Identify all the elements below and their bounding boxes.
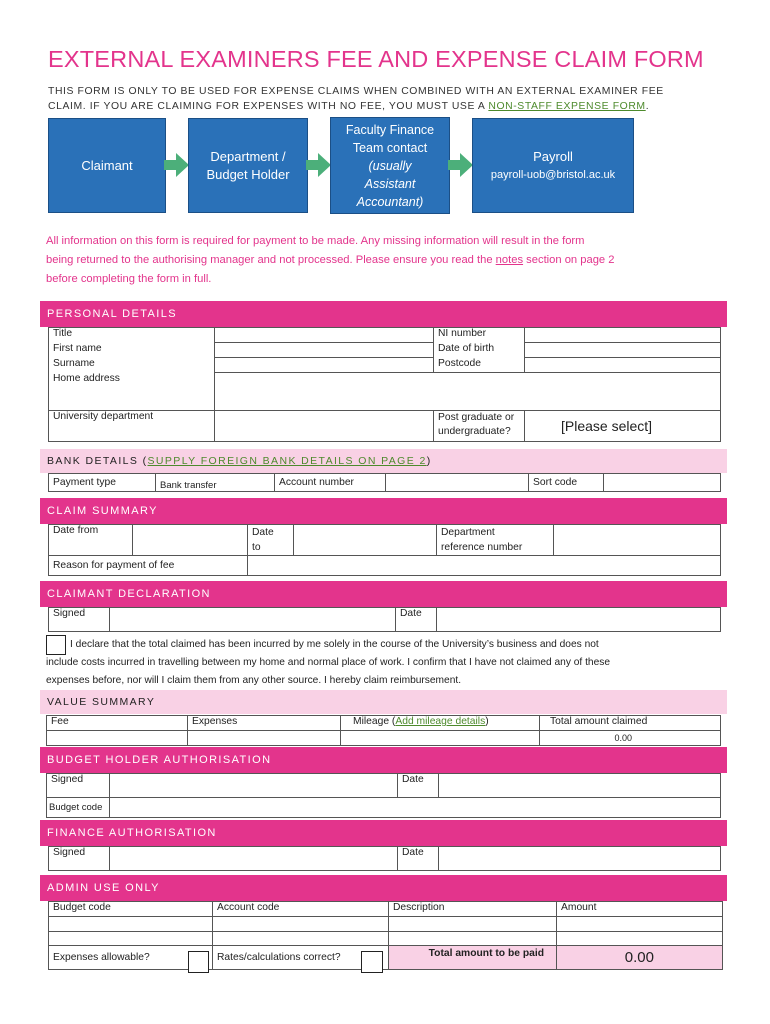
pg-ug-label [434, 411, 525, 442]
date-of-birth-label: Date of birth [434, 343, 525, 358]
declaration-signed-input[interactable] [110, 608, 396, 632]
reason-label: Reason for payment of fee [49, 556, 248, 576]
title-label: Title [49, 328, 215, 343]
admin-amount-input[interactable] [557, 917, 723, 932]
dept-ref-label-2: reference number [441, 542, 523, 553]
bank-details-table [48, 473, 721, 492]
add-mileage-details-link[interactable]: Add mileage details [395, 716, 486, 727]
personal-details-table [48, 327, 721, 442]
claim-summary-table [48, 524, 721, 576]
value-summary-table [46, 715, 721, 746]
mileage-label [341, 716, 540, 731]
postcode-input[interactable] [525, 358, 721, 373]
budget-signed-label: Signed [47, 774, 110, 798]
budget-signed-input[interactable] [110, 774, 398, 798]
admin-description-input-2[interactable] [389, 932, 557, 946]
finance-authorisation-header: FINANCE AUTHORISATION [40, 820, 727, 846]
university-department-input[interactable] [215, 411, 434, 442]
mileage-label-end: ) [485, 716, 489, 727]
budget-code-label: Budget code [47, 798, 110, 818]
foreign-bank-details-link[interactable]: SUPPLY FOREIGN BANK DETAILS ON PAGE 2 [147, 455, 427, 467]
budget-holder-header: BUDGET HOLDER AUTHORISATION [40, 747, 727, 773]
flow-finance-line-3: (usually [368, 158, 412, 173]
ni-number-label: NI number [434, 328, 525, 343]
surname-input[interactable] [215, 358, 434, 373]
mileage-input[interactable] [341, 731, 540, 746]
payroll-email: payroll-uob@bristol.ac.uk [490, 168, 616, 181]
bank-header-end: ) [426, 455, 432, 467]
finance-signed-label: Signed [49, 847, 110, 871]
notes-link[interactable]: notes [495, 254, 524, 266]
notice-line-4: before completing the form in full. [46, 273, 212, 285]
date-from-label: Date from [49, 525, 133, 556]
first-name-input[interactable] [215, 343, 434, 358]
notice-line-1: All information on this form is required for payment to be made. Any missing information will result in the form [46, 235, 585, 247]
flow-claimant [48, 118, 166, 213]
bank-details-header [40, 449, 727, 473]
flow-finance-line-2: Team contact [352, 140, 428, 155]
budget-holder-table [46, 773, 721, 818]
admin-account-code-input[interactable] [213, 917, 389, 932]
sort-code-label: Sort code [529, 474, 604, 492]
declaration-date-input[interactable] [437, 608, 721, 632]
fee-input[interactable] [47, 731, 188, 746]
date-to-label-2: to [252, 542, 261, 553]
budget-code-input[interactable] [110, 798, 721, 818]
home-address-label: Home address [49, 373, 215, 411]
date-to-label-1: Date [252, 527, 274, 538]
first-name-label: First name [49, 343, 215, 358]
admin-account-code-input-2[interactable] [213, 932, 389, 946]
admin-use-header: ADMIN USE ONLY [40, 875, 727, 901]
postcode-label: Postcode [434, 358, 525, 373]
expenses-input[interactable] [188, 731, 341, 746]
bank-header-text: BANK DETAILS ( [47, 455, 148, 467]
admin-description-label: Description [389, 902, 557, 917]
admin-budget-code-input-2[interactable] [49, 932, 213, 946]
title-input[interactable] [215, 328, 434, 343]
department-reference-input[interactable] [554, 525, 721, 556]
declaration-line-1: I declare that the total claimed has been incurred by me solely in the course of the University’s business and does not [70, 639, 599, 650]
rates-correct-label: Rates/calculations correct? [213, 946, 389, 970]
payment-type-select[interactable]: Bank transfer [156, 474, 275, 492]
form-title: EXTERNAL EXAMINERS FEE AND EXPENSE CLAIM FORM [48, 46, 704, 72]
total-claimed-value: 0.00 [540, 731, 721, 746]
finance-date-input[interactable] [439, 847, 721, 871]
total-claimed-label: Total amount claimed [540, 716, 721, 731]
rates-correct-checkbox[interactable] [361, 951, 383, 973]
flow-payroll-label: Payroll [533, 148, 573, 164]
expenses-allowable-label: Expenses allowable? [49, 946, 213, 970]
notice-line-2: being returned to the authorising manager and not processed. Please ensure you read the [46, 254, 493, 266]
finance-signed-input[interactable] [110, 847, 398, 871]
flow-finance [330, 117, 450, 214]
admin-use-table [48, 901, 723, 970]
expenses-allowable-checkbox[interactable] [188, 951, 209, 973]
home-address-input[interactable] [215, 373, 721, 411]
flow-department [188, 118, 308, 213]
sort-code-input[interactable] [604, 474, 721, 492]
flow-dept-line-1: Department / [210, 148, 286, 164]
declaration-sign-table [48, 607, 721, 632]
university-department-label: University department [49, 411, 215, 442]
admin-budget-code-label: Budget code [49, 902, 213, 917]
claim-summary-header: CLAIM SUMMARY [40, 498, 727, 524]
flow-finance-line-5: Accountant) [356, 194, 424, 209]
declaration-line-2: include costs incurred in travelling between my home and normal place of work. I confirm that I have not claimed any of these [46, 657, 610, 668]
total-to-pay-value: 0.00 [557, 946, 723, 970]
flow-finance-line-1: Faculty Finance [345, 122, 435, 137]
date-from-input[interactable] [133, 525, 248, 556]
date-to-label [248, 525, 294, 556]
fee-label: Fee [47, 716, 188, 731]
intro-line-1: THIS FORM IS ONLY TO BE USED FOR EXPENSE CLAIMS WHEN COMBINED WITH AN EXTERNAL EXAMINER FEE [48, 86, 664, 97]
total-to-pay-label: Total amount to be paid [389, 946, 557, 970]
dept-ref-label-1: Department [441, 527, 495, 538]
admin-amount-label: Amount [557, 902, 723, 917]
mileage-label-text: Mileage ( [353, 716, 396, 727]
value-summary-header: VALUE SUMMARY [40, 690, 727, 714]
pg-ug-label-1: Post graduate or [438, 412, 515, 423]
budget-date-input[interactable] [439, 774, 721, 798]
date-to-input[interactable] [294, 525, 437, 556]
payment-type-label: Payment type [49, 474, 156, 492]
flow-dept-line-2: Budget Holder [206, 166, 290, 182]
ni-number-input[interactable] [525, 328, 721, 343]
personal-details-header: PERSONAL DETAILS [40, 301, 727, 327]
non-staff-expense-form-link[interactable]: NON-STAFF EXPENSE FORM [488, 101, 646, 112]
date-of-birth-input[interactable] [525, 343, 721, 358]
admin-account-code-label: Account code [213, 902, 389, 917]
intro-line-2: CLAIM. IF YOU ARE CLAIMING FOR EXPENSES WITH NO FEE, YOU MUST USE A [48, 101, 485, 112]
flow-arrow-icon [306, 152, 332, 178]
admin-amount-input-2[interactable] [557, 932, 723, 946]
reason-input[interactable] [248, 556, 721, 576]
flow-arrow-icon [164, 152, 190, 178]
flow-arrow-icon [448, 152, 474, 178]
admin-description-input[interactable] [389, 917, 557, 932]
required-info-notice [46, 232, 726, 289]
form-intro [48, 84, 738, 114]
flow-payroll [472, 118, 634, 213]
notice-line-3: section on page 2 [526, 254, 615, 266]
finance-authorisation-table [48, 846, 721, 871]
surname-label: Surname [49, 358, 215, 373]
declaration-signed-label: Signed [49, 608, 110, 632]
pg-ug-label-2: undergraduate? [438, 426, 511, 437]
pg-ug-select[interactable]: [Please select] [525, 411, 721, 442]
expenses-label: Expenses [188, 716, 341, 731]
declaration-line-3: expenses before, nor will I claim them from any other source. I hereby claim reimbursement. [46, 675, 462, 686]
finance-date-label: Date [398, 847, 439, 871]
claimant-declaration-header: CLAIMANT DECLARATION [40, 581, 727, 607]
admin-budget-code-input[interactable] [49, 917, 213, 932]
declaration-date-label: Date [396, 608, 437, 632]
intro-end: . [645, 101, 650, 112]
account-number-input[interactable] [386, 474, 529, 492]
declaration-text [46, 636, 726, 690]
department-reference-label [437, 525, 554, 556]
budget-date-label: Date [398, 774, 439, 798]
flow-claimant-label: Claimant [81, 157, 133, 173]
account-number-label: Account number [275, 474, 386, 492]
flow-finance-line-4: Assistant [364, 176, 416, 191]
